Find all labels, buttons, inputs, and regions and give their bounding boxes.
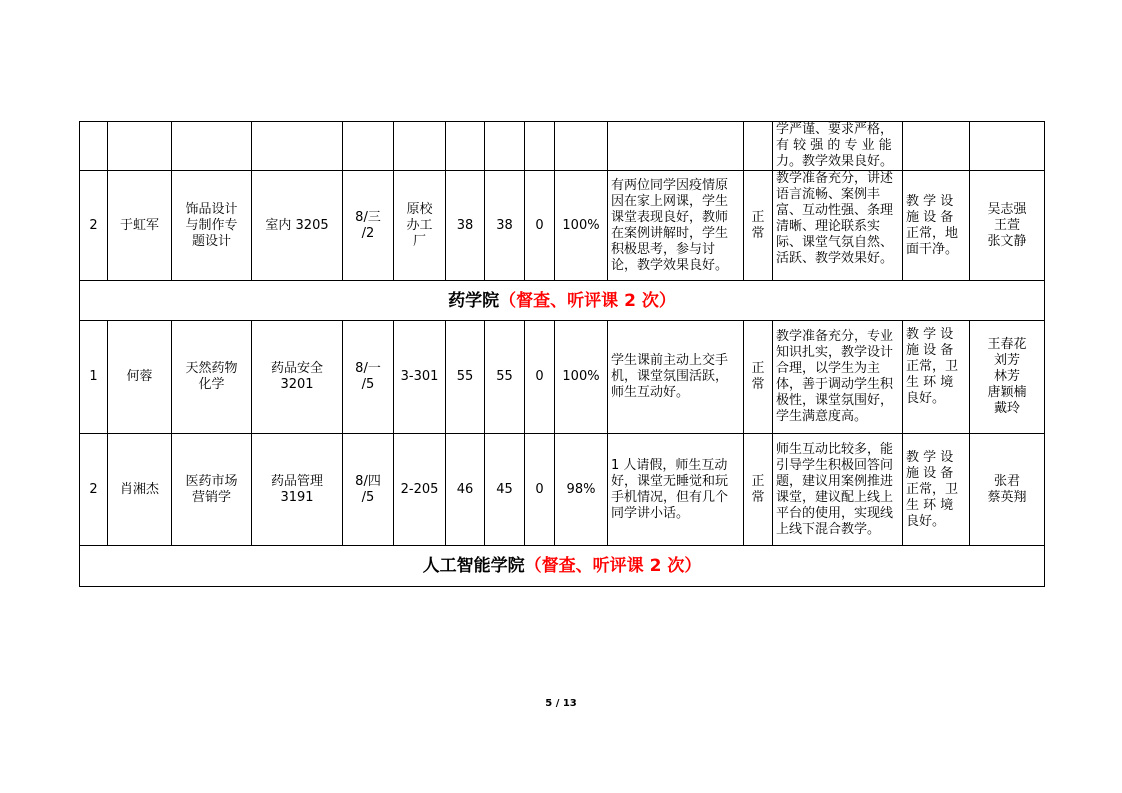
class-time: 8/四 /5 <box>343 434 394 546</box>
teacher-name: 于虹军 <box>108 171 172 281</box>
class-name: 室内 3205 <box>252 171 343 281</box>
inspectors: 张君 蔡英翔 <box>970 434 1045 546</box>
section-note: （督查、听评课 2 次） <box>524 556 702 576</box>
course-name: 饰品设计 与制作专 题设计 <box>172 171 252 281</box>
teaching-order: 正常 <box>744 321 773 434</box>
section-header-pharmacy <box>80 281 1045 321</box>
classroom: 2-205 <box>394 434 446 546</box>
attendance-rate: 100% <box>555 171 608 281</box>
absent-count: 0 <box>525 171 555 281</box>
teacher-name: 何蓉 <box>108 321 172 434</box>
inspection-table <box>79 121 1045 587</box>
class-situation: 有两位同学因疫情原因在家上网课，学生课堂表现良好，教师在案例讲解时，学生积极思考，参与讨论，教学效果良好。 <box>608 171 744 281</box>
class-name: 药品安全 3201 <box>252 321 343 434</box>
table-row <box>80 434 1045 546</box>
actual-count: 38 <box>485 171 525 281</box>
table-row <box>80 321 1045 434</box>
attendance-rate: 98% <box>555 434 608 546</box>
section-note: （督查、听评课 2 次） <box>499 290 676 311</box>
expected-count: 55 <box>446 321 485 434</box>
class-name: 药品管理 3191 <box>252 434 343 546</box>
actual-count: 55 <box>485 321 525 434</box>
table-row <box>80 171 1045 281</box>
classroom: 原校 办工 厂 <box>394 171 446 281</box>
table-row <box>80 122 1045 171</box>
row-number: 2 <box>80 434 108 546</box>
teacher-name: 肖湘杰 <box>108 434 172 546</box>
facility-status: 教 学 设 施 设 备 正常，地面干净。 <box>903 171 970 281</box>
absent-count: 0 <box>525 434 555 546</box>
expected-count: 38 <box>446 171 485 281</box>
course-name: 医药市场 营销学 <box>172 434 252 546</box>
teaching-order: 正常 <box>744 434 773 546</box>
course-name: 天然药物 化学 <box>172 321 252 434</box>
absent-count: 0 <box>525 321 555 434</box>
section-title: 人工智能学院 <box>422 556 525 576</box>
row-number: 2 <box>80 171 108 281</box>
page-number: 5 / 13 <box>545 698 577 709</box>
teaching-eval: 师生互动比较多，能引导学生积极回答问题，建议用案例推进课堂，建议配上线上平台的使用，实现线上线下混合教学。 <box>773 434 903 546</box>
teaching-order: 正常 <box>744 171 773 281</box>
attendance-rate: 100% <box>555 321 608 434</box>
classroom: 3-301 <box>394 321 446 434</box>
class-situation: 1 人请假，师生互动好，课堂无睡觉和玩手机情况，但有几个同学讲小话。 <box>608 434 744 546</box>
actual-count: 45 <box>485 434 525 546</box>
teaching-eval: 教学准备充分，专业知识扎实，教学设计合理，以学生为主体，善于调动学生积极性，课堂氛围好，学生满意度高。 <box>773 321 903 434</box>
class-time: 8/三 /2 <box>343 171 394 281</box>
facility-status: 教 学 设 施 设 备 正常，卫 生 环 境良好。 <box>903 434 970 546</box>
section-title: 药学院 <box>448 290 500 311</box>
teaching-eval: 教学准备充分，讲述语言流畅、案例丰富、互动性强、条理清晰、理论联系实际、课堂气氛自然、活跃、教学效果好。 <box>773 171 903 281</box>
class-time: 8/一 /5 <box>343 321 394 434</box>
row-number: 1 <box>80 321 108 434</box>
inspectors: 王春花 刘芳 林芳 唐颖楠 戴玲 <box>970 321 1045 434</box>
class-situation: 学生课前主动上交手机，课堂氛围活跃，师生互动好。 <box>608 321 744 434</box>
inspectors: 吴志强 王萱 张文静 <box>970 171 1045 281</box>
section-header-ai <box>80 546 1045 587</box>
expected-count: 46 <box>446 434 485 546</box>
facility-status: 教 学 设 施 设 备 正常，卫 生 环 境良好。 <box>903 321 970 434</box>
teaching-eval-cell: 学严谨、要求严格， 有 较 强 的 专 业 能 力。教学效果良好。 <box>773 122 903 171</box>
